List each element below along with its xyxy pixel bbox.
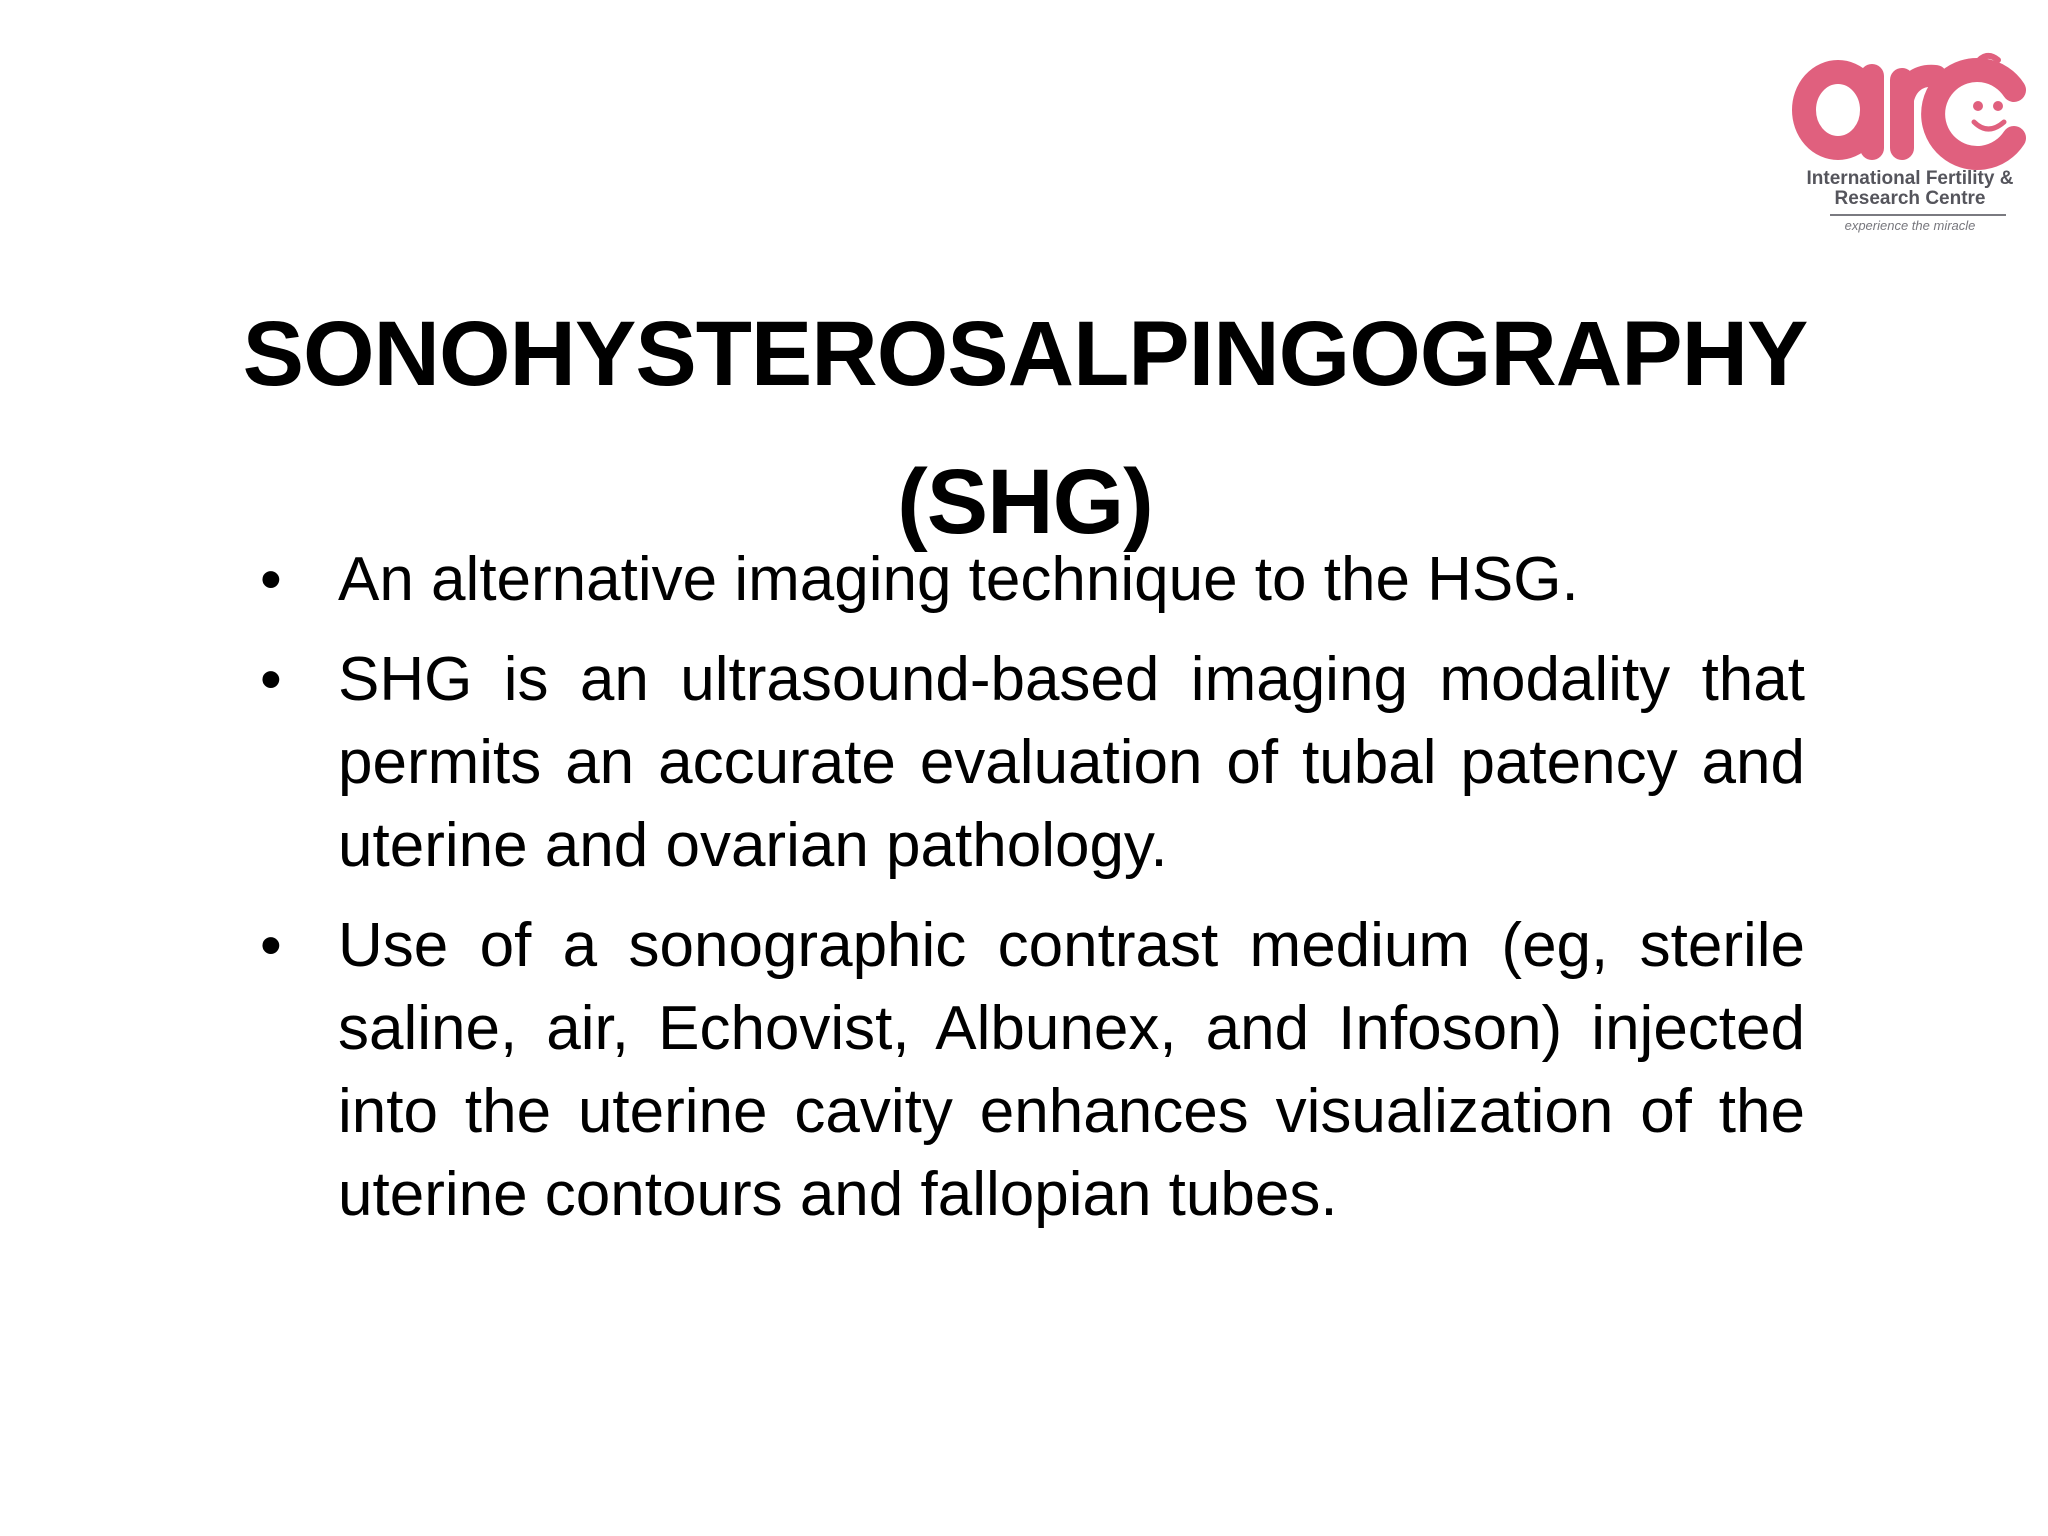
slide-title-line1: SONOHYSTEROSALPINGOGRAPHY	[242, 303, 1808, 405]
logo-org-name-line1: International Fertility &	[1806, 168, 2014, 189]
bullet-item	[250, 904, 1805, 1236]
bullet-text: SHG is an ultrasound-based imaging modality that permits an accurate evaluation of tubal patency and uterine and ovarian pathology.	[338, 645, 1805, 880]
bullet-dot-icon: •	[260, 545, 282, 614]
bullet-item	[250, 538, 1805, 621]
logo-tagline: experience the miracle	[1844, 218, 1976, 233]
slide-title-line2: (SHG)	[897, 451, 1153, 553]
arc-smiley-logo-icon	[1790, 40, 2030, 176]
bullet-dot-icon: •	[260, 911, 282, 980]
bullet-text: An alternative imaging technique to the HSG.	[338, 545, 1579, 614]
bullet-text: Use of a sonographic contrast medium (eg, sterile saline, air, Echovist, Albunex, and Infoson) injected into the uterine cavity enhances visualization of the uterine contours and fallopian tubes.	[338, 911, 1805, 1229]
arc-logo	[1790, 40, 2030, 240]
slide-title	[140, 280, 1910, 576]
logo-divider	[1830, 214, 2006, 216]
logo-org-name-line2: Research Centre	[1834, 188, 1986, 209]
bullet-item	[250, 638, 1805, 887]
bullet-dot-icon: •	[260, 645, 282, 714]
bullet-list	[250, 538, 1805, 1253]
